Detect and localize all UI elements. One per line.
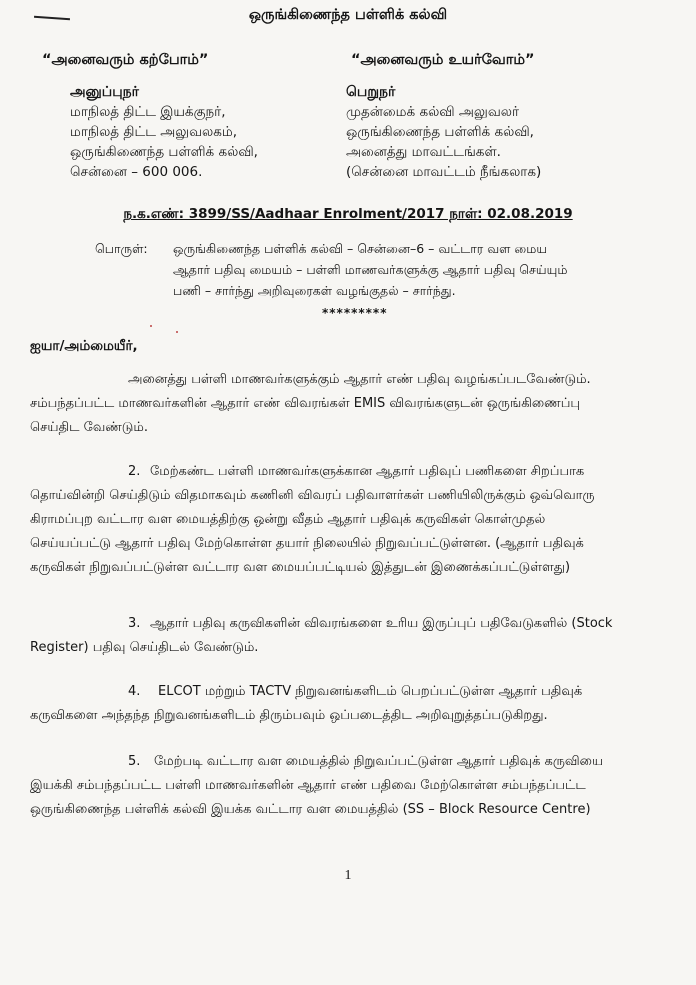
paragraph-line: செய்திட வேண்டும். bbox=[30, 420, 149, 435]
scan-speck bbox=[176, 331, 178, 333]
paragraph-line: கிராமப்புற வட்டார வள மையத்திற்கு ஒன்று வீதம் ஆதார் பதிவுக் கருவிகள் கொள்முதல் bbox=[30, 512, 546, 527]
recipient-block bbox=[346, 82, 541, 182]
subject-line: பணி – சார்ந்து அறிவுரைகள் வழங்குதல் – சார்ந்து. bbox=[173, 283, 456, 298]
paragraph-4 bbox=[30, 680, 670, 728]
paragraph-2 bbox=[30, 460, 670, 580]
separator-stars: ********* bbox=[322, 306, 388, 320]
paragraph-3 bbox=[30, 612, 670, 660]
reference-number: ந.க.எண்: 3899/SS/Aadhaar Enrolment/2017 நாள்: 02.08.2019 bbox=[123, 206, 573, 222]
paragraph-line: தொய்வின்றி செய்திடும் விதமாகவும் கணினி விவரப் பதிவாளர்கள் பணியிலிருக்கும் ஒவ்வொரு bbox=[30, 488, 595, 503]
paragraph-line: மேற்கண்ட பள்ளி மாணவர்களுக்கான ஆதார் பதிவுப் பணிகளை சிறப்பாக bbox=[150, 464, 585, 479]
sender-heading: அனுப்புநர் bbox=[70, 84, 139, 100]
sender-line: ஒருங்கிணைந்த பள்ளிக் கல்வி, bbox=[70, 144, 258, 160]
sender-line: மாநிலத் திட்ட இயக்குநர், bbox=[70, 104, 226, 120]
sender-line: சென்னை – 600 006. bbox=[70, 164, 203, 180]
paragraph-line: சம்பந்தப்பட்ட மாணவர்களின் ஆதார் எண் விவரங்கள் EMIS விவரங்களுடன் ஒருங்கிணைப்பு bbox=[30, 396, 581, 411]
paragraph-5 bbox=[30, 750, 670, 822]
paragraph-line: ஒருங்கிணைந்த பள்ளிக் கல்வி இயக்க வட்டார வள மையத்தில் (SS – Block Resource Centre) bbox=[30, 802, 591, 817]
paragraph-line: கருவிகள் நிறுவப்பட்டுள்ள வட்டார வள மையப்பட்டியல் இத்துடன் இணைக்கப்பட்டுள்ளது) bbox=[30, 560, 571, 575]
recipient-line: அனைத்து மாவட்டங்கள். bbox=[346, 144, 501, 160]
recipient-heading: பெறுநர் bbox=[346, 84, 396, 100]
paragraph-line: ஆதார் பதிவு கருவிகளின் விவரங்களை உரிய இருப்புப் பதிவேடுகளில் (Stock bbox=[150, 616, 613, 631]
subject-line: ஒருங்கிணைந்த பள்ளிக் கல்வி – சென்னை–6 – வட்டார வள மைய bbox=[173, 241, 548, 256]
sender-line: மாநிலத் திட்ட அலுவலகம், bbox=[70, 124, 238, 140]
recipient-line: (சென்னை மாவட்டம் நீங்கலாக) bbox=[346, 164, 542, 180]
paragraph-line: இயக்கி சம்பந்தப்பட்ட பள்ளி மாணவர்களின் ஆதார் எண் பதிவை மேற்கொள்ள சம்பந்தப்பட்ட bbox=[30, 778, 586, 793]
paragraph-line: Register) பதிவு செய்திடல் வேண்டும். bbox=[30, 640, 259, 655]
subject-label: பொருள்: bbox=[95, 241, 148, 256]
paragraph-line: அனைத்து பள்ளி மாணவர்களுக்கும் ஆதார் எண் பதிவு வழங்கப்படவேண்டும். bbox=[128, 372, 591, 387]
scan-speck bbox=[150, 325, 152, 327]
paragraph-number: 4. bbox=[128, 684, 141, 699]
header-title: ஒருங்கிணைந்த பள்ளிக் கல்வி bbox=[248, 7, 448, 23]
paragraph-line: ELCOT மற்றும் TACTV நிறுவனங்களிடம் பெறப்பட்டுள்ள ஆதார் பதிவுக் bbox=[158, 684, 583, 699]
subject-line: ஆதார் பதிவு மையம் – பள்ளி மாணவர்களுக்கு ஆதார் பதிவு செய்யும் bbox=[173, 262, 568, 277]
paragraph-line: செய்யப்பட்டு ஆதார் பதிவு மேற்கொள்ள தயார் நிலையில் நிறுவப்பட்டுள்ளன. (ஆதார் பதிவுக் bbox=[30, 536, 584, 551]
recipient-line: ஒருங்கிணைந்த பள்ளிக் கல்வி, bbox=[346, 124, 534, 140]
paragraph-line: மேற்படி வட்டார வள மையத்தில் நிறுவப்பட்டுள்ள ஆதார் பதிவுக் கருவியை bbox=[154, 754, 604, 769]
subject-text bbox=[173, 238, 623, 301]
sender-block bbox=[70, 82, 258, 182]
paragraph-1 bbox=[30, 368, 670, 440]
paragraph-line: கருவிகளை அந்தந்த நிறுவனங்களிடம் திரும்பவும் ஒப்படைத்திட அறிவுறுத்தப்படுகிறது. bbox=[30, 708, 548, 723]
salutation: ஐயா/அம்மையீர், bbox=[30, 338, 138, 354]
paragraph-number: 5. bbox=[128, 754, 141, 769]
paragraph-number: 2. bbox=[128, 464, 141, 479]
page-number: 1 bbox=[344, 868, 352, 883]
paragraph-number: 3. bbox=[128, 616, 141, 631]
motto-left: “அனைவரும் கற்போம்” bbox=[42, 52, 209, 68]
recipient-line: முதன்மைக் கல்வி அலுவலர் bbox=[346, 104, 520, 120]
motto-right: “அனைவரும் உயர்வோம்” bbox=[351, 52, 535, 68]
